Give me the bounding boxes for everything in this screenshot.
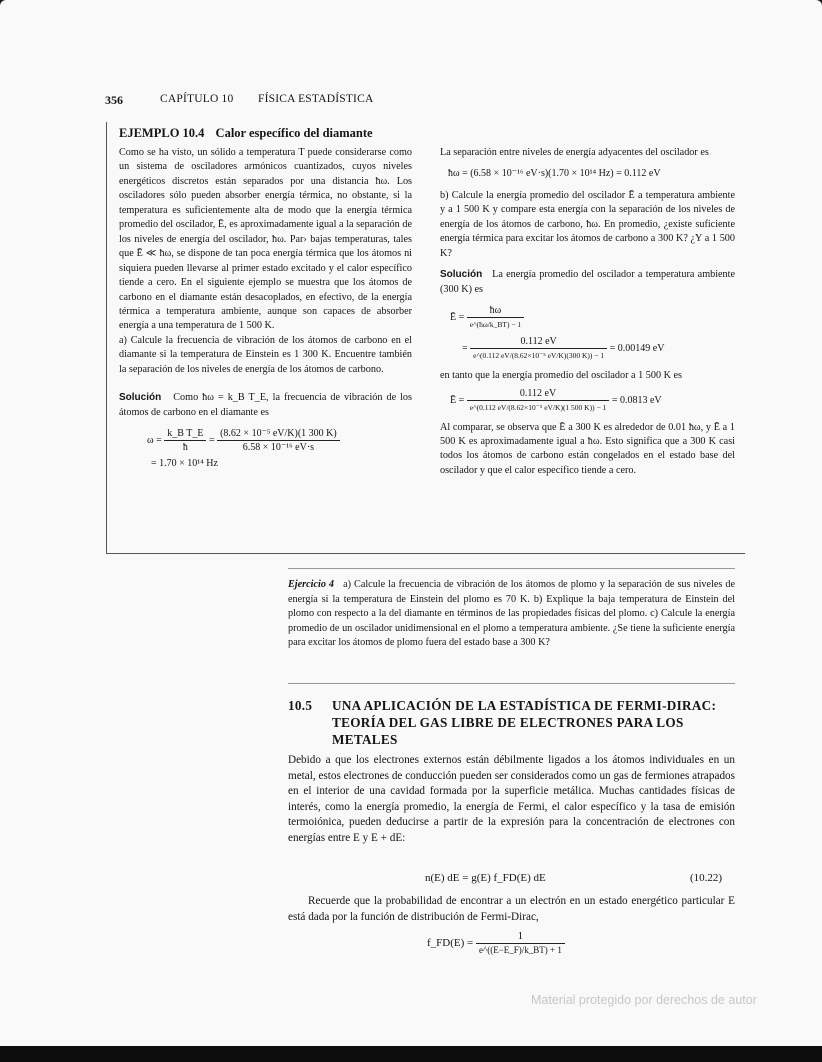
- omega-fraction-1: [164, 427, 206, 454]
- ebar-1500-num: 0.112 eV: [467, 387, 610, 401]
- exercise-text: a) Calcule la frecuencia de vibración de los átomos de plomo y la separación de sus niveles de energía si la temperatura de Einstein del plomo es 70 K. b) Explique la baja temperatura de Einstein del plomo con respecto a la del diamante en términos de las propiedades físicas del plomo. c) Calcule la energía promedio de un oscilador unidimensional en el plomo a temperatura ambiente. ¿Se tiene la suficiente energía para excitar los átomos de plomo fuera del estado base a 300 K?: [288, 579, 735, 648]
- example-intro-paragraph: Como se ha visto, un sólido a temperatura T puede considerarse como un sistema de osciladores armónicos cuantizados, cuyos niveles energéticos discretos están separados por una distancia ħω. Los osciladores sólo pueden absorber energía térmica, no obstante, si la temperatura es suficientemente alta de modo que la energía térmica promedio del oscilador, Ē, es aproximadamente igual a la separación de los niveles de energía del oscilador, ħω. Par› bajas temperaturas, tales que Ē ≪ ħω, se dispone de tan poca energía térmica que los átomos ni siquiera pueden llevarse al primer estado excitado y el calor específico tiende a cero. En el siguiente ejemplo se muestra que los átomos de carbono en el diamante están desacoplados, en efectivo, de la energía térmica a temperatura ambiente, aunque son capaces de absorber energía a una temperatura de 1 500 K.: [119, 147, 412, 332]
- ebar-1500-result: = 0.0813 eV: [611, 394, 662, 406]
- ebar-lhs: Ē =: [450, 311, 465, 323]
- solution-a-text: Como ħω = k_B T_E, la frecuencia de vibración de los átomos de carbono en el diamante es: [119, 392, 412, 418]
- omega-result: = 1.70 × 10¹⁴ Hz: [151, 458, 218, 470]
- hbar-omega-equation: ħω = (6.58 × 10⁻¹⁶ eV·s)(1.70 × 10¹⁴ Hz) = 0.112 eV: [448, 168, 661, 180]
- solution-b-text: La energía promedio del oscilador a temperatura ambiente (300 K) es: [440, 269, 736, 295]
- solution-b-paragraph: [440, 268, 735, 297]
- section-paragraph-1: Debido a que los electrones externos están débilmente ligados a los átomos individuales en un metal, estos electrones de conducción pueden ser considerados como un gas de fermiones atrapados en el interior de una cavidad formada por la superficie metálica. Muchas cantidades físicas de interés, como la energía promedio, la energía de Fermi, el calor específico y la tasa de emisión termoiónica, pueden deducirse a partir de la expresión para la concentración de electrones con energías entre E y E + dE:: [288, 754, 735, 844]
- exercise-label: Ejercicio 4: [288, 579, 335, 590]
- omega-num-2: (8.62 × 10⁻⁵ eV/K)(1 300 K): [217, 427, 340, 441]
- example-title: [119, 126, 373, 141]
- ebar-300-den: e^(0.112 eV/(8.62×10⁻⁵ eV/K)(300 K)) − 1: [473, 351, 605, 361]
- ebar-300-result: = 0.00149 eV: [609, 342, 665, 354]
- ebar-den: e^(ħω/k_BT) − 1: [469, 320, 522, 330]
- omega-den-1: ħ: [182, 442, 188, 454]
- ebar-1500-intro: en tanto que la energía promedio del oscilador a 1 500 K es: [440, 370, 682, 382]
- exercise-block: [288, 578, 735, 651]
- example-right-column: [440, 146, 735, 478]
- example-heading: Calor específico del diamante: [215, 126, 373, 140]
- comparison-paragraph: Al comparar, se observa que Ē a 300 K es alrededor de 0.01 ħω, y Ē a 1 500 K es aproximadamente igual a ħω. Esto significa que a 300 K casi todos los átomos de carbono están congelados en el estado base del oscilador y que el calor específico tiende a cero.: [440, 421, 735, 476]
- omega-den-2: 6.58 × 10⁻¹⁶ eV·s: [242, 442, 315, 454]
- chapter-title: FÍSICA ESTADÍSTICA: [258, 93, 374, 105]
- ebar-1500-fraction: [467, 387, 610, 414]
- section-paragraph-2: Recuerde que la probabilidad de encontrar a un electrón en un estado energético particular E está dada por la función de distribución de Fermi-Dirac,: [288, 895, 735, 923]
- solution-label-b: Solución: [440, 269, 483, 281]
- omega-num-1: k_B T_E: [164, 427, 206, 441]
- section-title: UNA APLICACIÓN DE LA ESTADÍSTICA DE FERMI-DIRAC: TEORÍA DEL GAS LIBRE DE ELECTRONES PARA LOS METALES: [332, 698, 717, 747]
- example-left-column: [119, 146, 412, 472]
- page-header: [0, 93, 822, 109]
- ebar-300-fraction: [470, 335, 607, 362]
- example-question-b: b) Calcule la energía promedio del oscilador Ē a temperatura ambiente y a 1 500 K y compare esta energía con la separación de los niveles de energía de los átomos de carbono, ħω. En promedio, ¿existe suficiente energía térmica para excitar los átomos de carbono a 300 K? ¿Y a 1 500 K?: [440, 189, 735, 259]
- ebar-general-equation: [440, 304, 735, 331]
- fermi-dirac-equation: [427, 930, 565, 957]
- spacing-paragraph: La separación entre niveles de energía adyacentes del oscilador es: [440, 147, 709, 158]
- ebar-fraction: [467, 304, 524, 331]
- omega-equation: ω = $\frac{\text{k\_B T\_E}}{ħ}$ = $\frac{\text{(8.62 × 10⁻⁵ eV/K)(1 300 K)}}{\text{6.58 × 10⁻¹⁶ eV·s}}$: [119, 427, 412, 454]
- ffd-den: e^((E−E_F)/k_BT) + 1: [478, 945, 562, 955]
- ebar-1500-den: e^(0.112 eV/(8.62×10⁻⁵ eV/K)(1 500 K)) − 1: [469, 402, 607, 412]
- chapter-label: CAPÍTULO 10: [160, 93, 234, 105]
- example-label: EJEMPLO 10.4: [119, 126, 205, 140]
- ffd-num: 1: [476, 930, 565, 944]
- ffd-fraction: [476, 930, 565, 957]
- ebar-1500-lhs: Ē =: [450, 394, 465, 406]
- page-number: 356: [105, 93, 123, 107]
- solution-a-paragraph: [119, 391, 412, 420]
- exercise-bottom-rule: [288, 683, 735, 684]
- equation-10-22-number: (10.22): [690, 872, 723, 884]
- ebar-1500-equation: [440, 387, 735, 414]
- ebar-num: ħω: [467, 304, 524, 318]
- solution-label: Solución: [119, 392, 162, 404]
- exercise-top-rule: [288, 568, 735, 569]
- section-number: 10.5: [288, 698, 313, 713]
- ebar-300-num: 0.112 eV: [470, 335, 607, 349]
- example-question-a: a) Calcule la frecuencia de vibración de los átomos de carbono en el diamante si la temperatura de Einstein es 1 300 K. Encuentre también la separación de los niveles de energía de los átomos de carbono.: [119, 334, 412, 375]
- copyright-watermark: Material protegido por derechos de autor: [531, 993, 757, 1007]
- ffd-lhs: f_FD(E) =: [427, 937, 474, 950]
- omega-fraction-2: [217, 427, 340, 454]
- bottom-black-bar: [0, 1046, 822, 1062]
- omega-lhs: ω =: [147, 434, 162, 446]
- equation-10-22-expression: n(E) dE = g(E) f_FD(E) dE: [425, 872, 546, 884]
- ebar-300-equation: = $\frac{0.112 eV}{\text{e\textasciicircum{}(0.112 eV/(8.62×10⁻⁵ eV/K)(300 K)) − 1}}$ = 0.00149 eV: [462, 336, 665, 361]
